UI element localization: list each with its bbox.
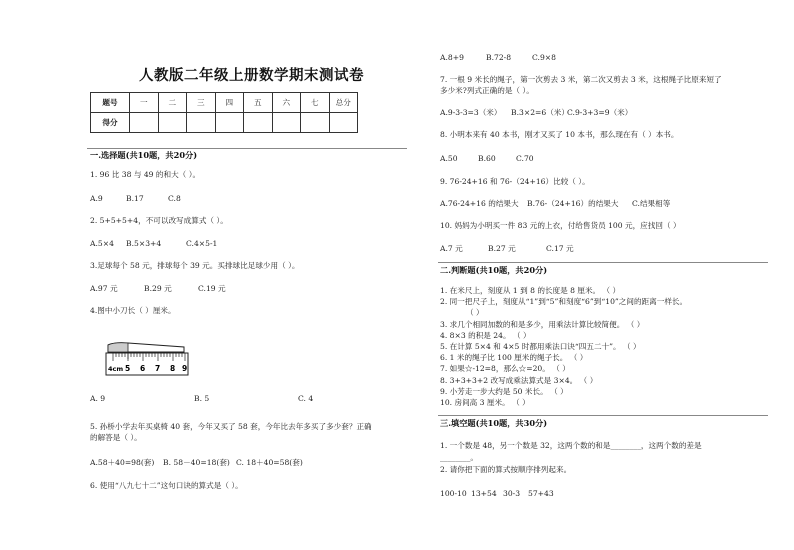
score-input-cell[interactable] (130, 113, 159, 133)
option-b[interactable]: B.72-8 (486, 53, 512, 62)
option-b[interactable]: B. 58－40=18(套) (163, 458, 230, 467)
judgement-5: 5. 在计算 5×4 和 4×5 时都用乘法口诀“四五二十”。 （ ） (440, 342, 641, 351)
question-5-cont: 的解答是（ ）。 (90, 433, 142, 442)
score-table-cell: 一 (130, 93, 159, 113)
ruler-label: 5 (125, 364, 131, 373)
section-divider (438, 415, 768, 416)
option-c[interactable]: C.17 元 (546, 244, 574, 253)
section-divider (438, 262, 768, 263)
option-a[interactable]: A.8+9 (440, 53, 464, 62)
option-c[interactable]: C.8 (168, 194, 181, 203)
ruler-label: 7 (155, 364, 161, 373)
score-input-cell[interactable] (329, 113, 358, 133)
option-c[interactable]: C. 18＋40=58(套) (236, 458, 303, 467)
score-table-cell: 总分 (329, 93, 358, 113)
fill-2: 2. 请你把下面的算式按顺序排列起来。 (440, 465, 572, 474)
option-a[interactable]: A.50 (440, 154, 458, 163)
option-c[interactable]: C. 4 (298, 394, 314, 403)
ruler-label: 9 (182, 364, 188, 373)
option-b[interactable]: B.29 元 (144, 284, 172, 293)
score-table-cell: 二 (158, 93, 187, 113)
fill-1: 1. 一个数是 48，另一个数是 32，这两个数的和是________，这两个数的差是 (440, 441, 702, 450)
score-table-cell: 三 (187, 93, 216, 113)
score-table-cell: 五 (244, 93, 273, 113)
judgement-10: 10. 房间高 3 厘米。 （ ） (440, 398, 530, 407)
question-5: 5. 孙桥小学去年买桌椅 40 套，今年又买了 58 套，今年比去年多买了多少套？正确 (90, 422, 372, 431)
judgement-2-cont: （ ） (466, 308, 484, 317)
score-table (90, 92, 358, 133)
question-8: 8. 小明本来有 40 本书，刚才又买了 10 本书，那么现在有（ ）本书。 (440, 130, 679, 139)
ruler-label: 6 (140, 364, 146, 373)
option-a[interactable]: A.58＋40=98(套) (90, 458, 155, 467)
judgement-1: 1. 在米尺上，刻度从 1 到 8 的长度是 8 厘米。 （ ） (440, 286, 621, 295)
score-input-cell[interactable] (244, 113, 273, 133)
section-heading-fill: 三.填空题(共10题，共30分) (440, 418, 548, 428)
ruler-label: 4cm (108, 365, 124, 373)
option-b[interactable]: B. 5 (194, 394, 210, 403)
section-divider (87, 148, 407, 149)
score-table-score-row (91, 113, 358, 133)
question-4: 4.图中小刀长（ ）厘米。 (90, 306, 176, 315)
question-2: 2. 5+5+5+4，不可以改写成算式（ ）。 (90, 216, 228, 225)
ruler-knife-figure (104, 338, 190, 378)
score-input-cell[interactable] (187, 113, 216, 133)
score-input-cell[interactable] (272, 113, 301, 133)
option-c[interactable]: C.19 元 (198, 284, 226, 293)
question-1: 1. 96 比 38 与 49 的和大（ ）。 (90, 170, 201, 179)
option-a[interactable]: A.5×4 (90, 239, 114, 248)
judgement-2: 2. 同一把尺子上，刻度从“1”到“5”和刻度“6”到“10”之间的距离一样长。 (440, 297, 688, 306)
option-b[interactable]: B.3×2=6（米） (511, 108, 569, 117)
expression: 30-3 (503, 489, 521, 498)
question-7: 7. 一根 9 米长的绳子，第一次剪去 3 米，第二次又剪去 3 米，这根绳子比原来短了 (440, 75, 722, 84)
judgement-8: 8. 3+3+3+2 改写成乘法算式是 3×4。 （ ） (440, 376, 598, 385)
option-c[interactable]: C.70 (516, 154, 534, 163)
option-c[interactable]: C.结果相等 (632, 199, 671, 208)
score-input-cell[interactable] (215, 113, 244, 133)
option-c[interactable]: C.9-3+3=9（米） (567, 108, 633, 117)
option-b[interactable]: B.76-（24+16）的结果大 (527, 199, 619, 208)
expression: 13+54 (471, 489, 497, 498)
question-9: 9. 76-24+16 和 76-（24+16）比较（ ）。 (440, 177, 590, 186)
ruler-label: 8 (170, 364, 176, 373)
judgement-4: 4. 8×3 的积是 24。 （ ） (440, 331, 531, 340)
expression: 57+43 (528, 489, 554, 498)
question-6: 6. 使用“八九七十二”这句口诀的算式是（ ）。 (90, 481, 243, 490)
expression: 100-10 (440, 489, 467, 498)
score-table-cell: 得分 (91, 113, 130, 133)
score-table-cell: 七 (301, 93, 330, 113)
section-heading-choice: 一.选择题(共10题，共20分) (90, 150, 198, 160)
option-b[interactable]: B.27 元 (488, 244, 516, 253)
option-a[interactable]: A.76-24+16 的结果大 (440, 199, 519, 208)
score-input-cell[interactable] (301, 113, 330, 133)
judgement-6: 6. 1 米的绳子比 100 厘米的绳子长。 （ ） (440, 353, 588, 362)
section-heading-judgement: 二.判断题(共10题，共20分) (440, 265, 548, 275)
option-c[interactable]: C.9×8 (532, 53, 556, 62)
page-title: 人教版二年级上册数学期末测试卷 (139, 67, 364, 84)
question-7-cont: 多少米?列式正确的是（ ）。 (440, 86, 534, 95)
judgement-7: 7. 如果☆-12=8，那么☆=20。 （ ） (440, 364, 570, 373)
score-table-cell: 题号 (91, 93, 130, 113)
score-table-cell: 六 (272, 93, 301, 113)
judgement-9: 9. 小芳走一步大约是 50 米长。 （ ） (440, 387, 568, 396)
score-input-cell[interactable] (158, 113, 187, 133)
score-table-header-row (91, 93, 358, 113)
option-a[interactable]: A. 9 (90, 394, 106, 403)
fill-1-cont: ________。 (440, 453, 478, 462)
option-a[interactable]: A.9 (90, 194, 103, 203)
option-c[interactable]: C.4×5-1 (186, 239, 218, 248)
option-a[interactable]: A.7 元 (440, 244, 463, 253)
option-b[interactable]: B.17 (126, 194, 144, 203)
question-3: 3.足球每个 58 元，排球每个 39 元。买排球比足球少用（ ）。 (90, 261, 300, 270)
option-a[interactable]: A.9-3-3=3（米） (440, 108, 502, 117)
option-a[interactable]: A.97 元 (90, 284, 118, 293)
question-10: 10. 妈妈为小明买一件 83 元的上衣，付给售货员 100 元，应找回（ ） (440, 221, 681, 230)
score-table-cell: 四 (215, 93, 244, 113)
judgement-3: 3. 求几个相同加数的和是多少，用乘法计算比较简便。 （ ） (440, 320, 645, 329)
option-b[interactable]: B.5×3+4 (126, 239, 162, 248)
knife-handle (108, 343, 128, 352)
option-b[interactable]: B.60 (478, 154, 496, 163)
